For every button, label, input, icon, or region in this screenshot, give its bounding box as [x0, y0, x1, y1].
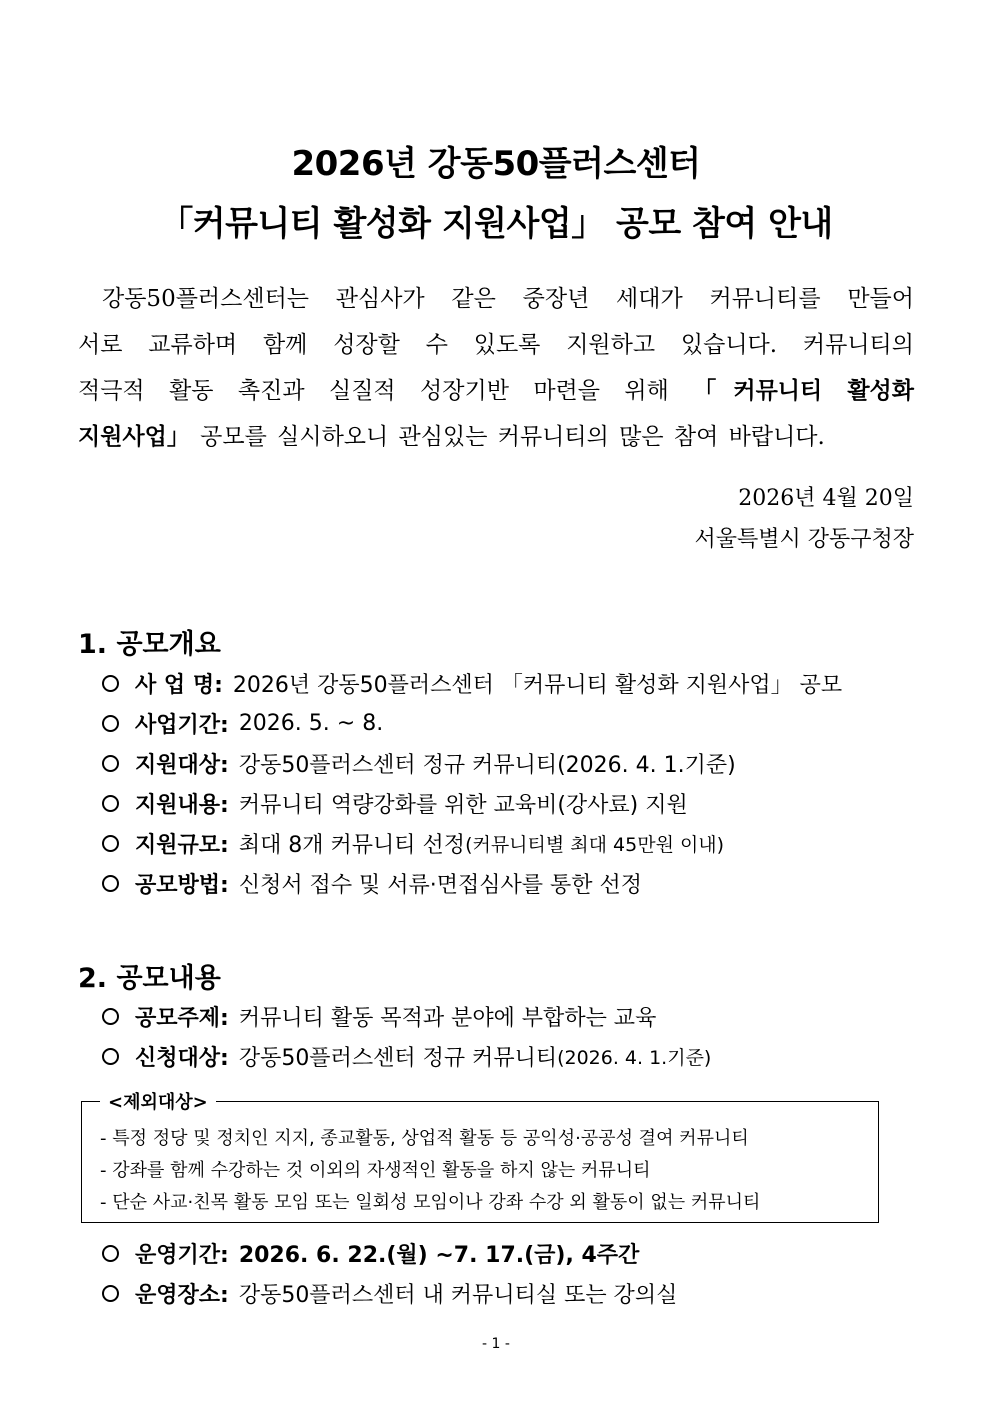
item-label: 지원규모:: [135, 833, 229, 858]
circle-bullet-icon: [102, 755, 119, 772]
circle-bullet-icon: [102, 1285, 119, 1302]
item-label: 지원대상:: [135, 753, 229, 778]
exclusion-box-title: <제외대상>: [100, 1088, 216, 1114]
document-title-line2: 「커뮤니티 활성화 지원사업」 공모 참여 안내: [159, 204, 833, 244]
content-item-theme: [102, 1001, 656, 1032]
item-value: 강동50플러스센터 내 커뮤니티실 또는 강의실: [238, 1283, 678, 1308]
circle-bullet-icon: [102, 1245, 119, 1262]
item-label: 사업기간:: [135, 713, 229, 738]
item-label: 공모방법:: [135, 873, 229, 898]
item-label: 사 업 명:: [135, 673, 223, 698]
overview-item-method: [102, 868, 642, 899]
item-value-note: (2026. 4. 1.기준): [557, 1047, 712, 1069]
item-value: 커뮤니티 역량강화를 위한 교육비(강사료) 지원: [238, 793, 688, 818]
section-heading-content: 2. 공모내용: [78, 963, 221, 994]
item-label: 공모주제:: [135, 1006, 229, 1031]
intro-line-1: 강동50플러스센터는 관심사가 같은 중장년 세대가 커뮤니티를 만들어: [102, 286, 914, 312]
section-heading-overview: 1. 공모개요: [78, 629, 221, 660]
notice-issuer: 서울특별시 강동구청장: [694, 527, 914, 552]
circle-bullet-icon: [102, 675, 119, 692]
content-item-operation-place: [102, 1278, 677, 1309]
circle-bullet-icon: [102, 1048, 119, 1065]
circle-bullet-icon: [102, 875, 119, 892]
circle-bullet-icon: [102, 1008, 119, 1025]
page-number: - 1 -: [482, 1336, 510, 1352]
circle-bullet-icon: [102, 835, 119, 852]
item-value: 2026. 5. ~ 8.: [238, 711, 384, 736]
content-item-applicants: [102, 1041, 711, 1072]
intro-program-name-end: 지원사업」: [78, 424, 190, 450]
overview-item-project-name: [102, 668, 842, 699]
item-value: 최대 8개 커뮤니티 선정: [238, 833, 466, 858]
intro-line-4-text: 공모를 실시하오니 관심있는 커뮤니티의 많은 참여 바랍니다.: [189, 424, 825, 450]
overview-item-scale: [102, 828, 724, 859]
item-label: 운영장소:: [135, 1283, 229, 1308]
circle-bullet-icon: [102, 715, 119, 732]
item-value: 강동50플러스센터 정규 커뮤니티: [238, 1046, 558, 1071]
intro-program-name-start: 「커뮤니티 활성화: [693, 378, 914, 404]
content-item-operation-period: [102, 1238, 639, 1269]
overview-item-target: [102, 748, 736, 779]
item-label: 신청대상:: [135, 1046, 229, 1071]
exclusion-line: - 단순 사교·친목 활동 모임 또는 일회성 모임이나 강좌 수강 외 활동이 없는 커뮤니티: [100, 1192, 761, 1213]
intro-line-3: [78, 368, 914, 414]
exclusion-line: - 특정 정당 및 정치인 지지, 종교활동, 상업적 활동 등 공익성·공공성 결여 커뮤니티: [100, 1128, 749, 1149]
item-value: 커뮤니티 활동 목적과 분야에 부합하는 교육: [238, 1006, 657, 1031]
document-title-line1: 2026년 강동50플러스센터: [291, 144, 701, 184]
item-value: 강동50플러스센터 정규 커뮤니티(2026. 4. 1.기준): [238, 753, 736, 778]
intro-line-2: 서로 교류하며 함께 성장할 수 있도록 지원하고 있습니다. 커뮤니티의: [78, 332, 914, 358]
overview-item-content: [102, 788, 688, 819]
item-label: 운영기간:: [135, 1243, 229, 1268]
intro-line-3-text: 적극적 활동 촉진과 실질적 성장기반 마련을 위해: [78, 378, 694, 404]
exclusion-line: - 강좌를 함께 수강하는 것 이외의 자생적인 활동을 하지 않는 커뮤니티: [100, 1160, 651, 1181]
item-label: 지원내용:: [135, 793, 229, 818]
notice-date: 2026년 4월 20일: [738, 486, 914, 511]
overview-item-period: [102, 708, 383, 739]
item-value: 신청서 접수 및 서류·면접심사를 통한 선정: [238, 873, 643, 898]
item-value: 2026년 강동50플러스센터 「커뮤니티 활성화 지원사업」 공모: [232, 673, 843, 698]
circle-bullet-icon: [102, 795, 119, 812]
intro-line-4: [78, 414, 914, 460]
item-value-note: (커뮤니티별 최대 45만원 이내): [465, 834, 725, 856]
item-value: 2026. 6. 22.(월) ~7. 17.(금), 4주간: [238, 1243, 640, 1268]
